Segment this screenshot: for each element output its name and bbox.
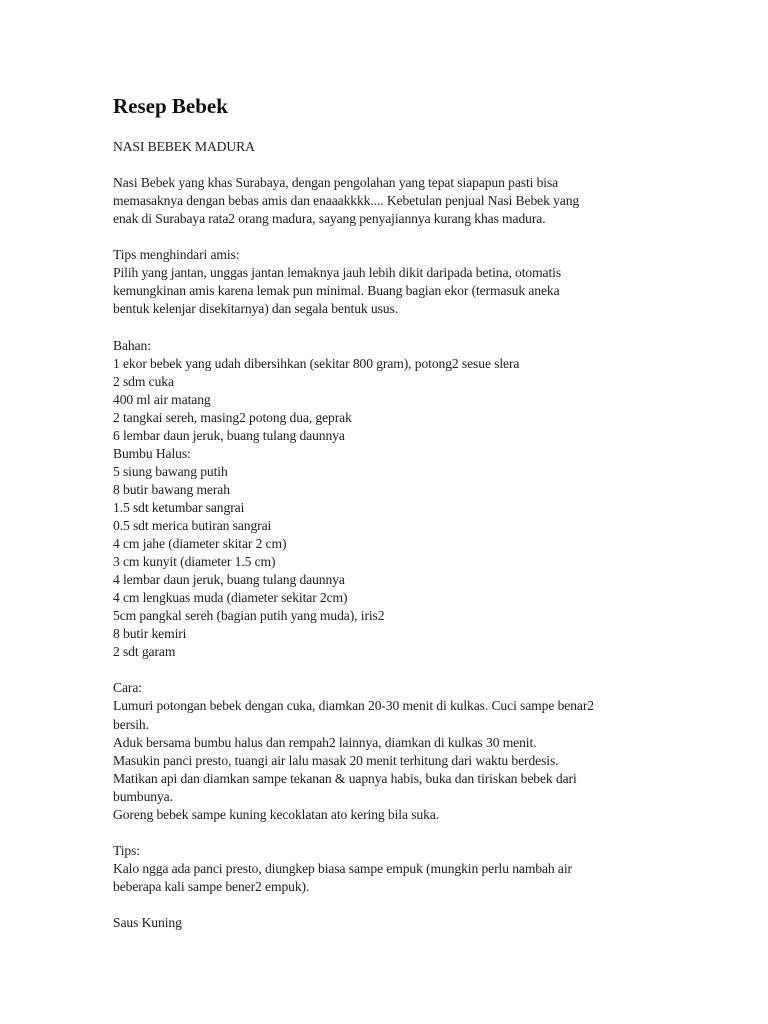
text-line: Tips menghindari amis: bbox=[113, 247, 240, 263]
text-line: Saus Kuning bbox=[113, 915, 182, 931]
text-line: bumbunya. bbox=[113, 788, 173, 804]
document-title: Resep Bebek bbox=[113, 94, 228, 118]
text-line: kemungkinan amis karena lemak pun minimal. Buang bagian ekor (termasuk aneka bbox=[113, 283, 560, 299]
text-line: 6 lembar daun jeruk, buang tulang daunnya bbox=[113, 427, 345, 443]
blank-line bbox=[113, 156, 673, 174]
text-line: 2 sdm cuka bbox=[113, 373, 174, 389]
text-line: Bahan: bbox=[113, 337, 151, 353]
text-line: 4 cm lengkuas muda (diameter sekitar 2cm) bbox=[113, 590, 348, 606]
blank-line bbox=[113, 228, 673, 246]
text-line: Goreng bebek sampe kuning kecoklatan ato kering bila suka. bbox=[113, 806, 440, 822]
text-line: Masukin panci presto, tuangi air lalu masak 20 menit terhitung dari waktu berdesis. bbox=[113, 752, 559, 768]
text-line: Lumuri potongan bebek dengan cuka, diamkan 20-30 menit di kulkas. Cuci sampe benar2 bbox=[113, 698, 594, 714]
text-line: Cara: bbox=[113, 680, 142, 696]
text-line: Kalo ngga ada panci presto, diungkep biasa sampe empuk (mungkin perlu nambah air bbox=[113, 860, 572, 876]
document-body bbox=[113, 138, 673, 932]
blank-line bbox=[113, 824, 673, 842]
blank-line bbox=[113, 896, 673, 914]
text-line: Matikan api dan diamkan sampe tekanan & uapnya habis, buka dan tiriskan bebek dari bbox=[113, 770, 577, 786]
text-line: 8 butir kemiri bbox=[113, 626, 187, 642]
text-line: Pilih yang jantan, unggas jantan lemaknya jauh lebih dikit daripada betina, otomatis bbox=[113, 265, 562, 281]
text-line: Aduk bersama bumbu halus dan rempah2 lainnya, diamkan di kulkas 30 menit. bbox=[113, 734, 537, 750]
text-line: 3 cm kunyit (diameter 1.5 cm) bbox=[113, 554, 276, 570]
text-line: 1.5 sdt ketumbar sangrai bbox=[113, 499, 245, 515]
text-line: enak di Surabaya rata2 orang madura, sayang penyajiannya kurang khas madura. bbox=[113, 211, 546, 227]
text-line: NASI BEBEK MADURA bbox=[113, 139, 255, 154]
blank-line bbox=[113, 661, 673, 679]
text-line: bentuk kelenjar disekitarnya) dan segala bentuk usus. bbox=[113, 301, 398, 317]
text-line: memasaknya dengan bebas amis dan enaaakkkk.... Kebetulan penjual Nasi Bebek yang bbox=[113, 193, 580, 209]
text-line: 2 sdt garam bbox=[113, 644, 176, 660]
text-line: 1 ekor bebek yang udah dibersihkan (sekitar 800 gram), potong2 sesue slera bbox=[113, 355, 520, 371]
text-line: Bumbu Halus: bbox=[113, 445, 191, 461]
text-line: 4 cm jahe (diameter skitar 2 cm) bbox=[113, 536, 287, 552]
text-line: 0.5 sdt merica butiran sangrai bbox=[113, 517, 272, 533]
blank-line bbox=[113, 318, 673, 336]
text-line: 8 butir bawang merah bbox=[113, 481, 230, 497]
text-line: beberapa kali sampe bener2 empuk). bbox=[113, 878, 310, 894]
text-line: Tips: bbox=[113, 842, 140, 858]
text-line: 5cm pangkal sereh (bagian putih yang muda), iris2 bbox=[113, 608, 385, 624]
text-line: 4 lembar daun jeruk, buang tulang daunnya bbox=[113, 572, 345, 588]
text-line: bersih. bbox=[113, 716, 149, 732]
text-line: Nasi Bebek yang khas Surabaya, dengan pengolahan yang tepat siapapun pasti bisa bbox=[113, 175, 559, 191]
text-line: 2 tangkai sereh, masing2 potong dua, geprak bbox=[113, 409, 352, 425]
text-line: 5 siung bawang putih bbox=[113, 463, 228, 479]
text-line: 400 ml air matang bbox=[113, 391, 211, 407]
